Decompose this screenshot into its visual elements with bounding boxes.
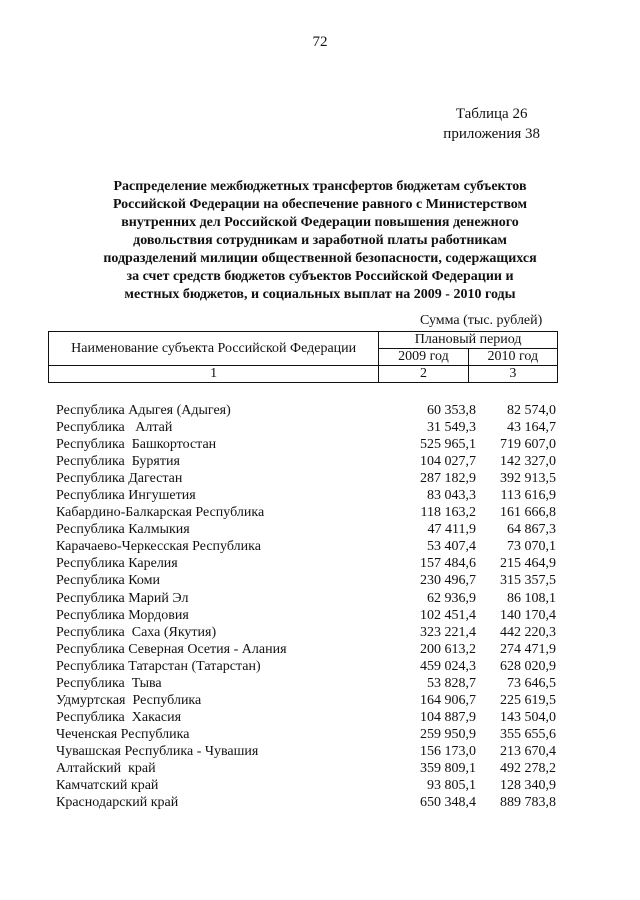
subject-name: Республика Марий Эл — [56, 590, 189, 606]
value-2010: 86 108,1 — [507, 590, 556, 606]
value-2009: 230 496,7 — [420, 573, 476, 589]
value-2009: 47 411,9 — [427, 522, 476, 538]
table-row — [56, 436, 566, 453]
subject-name: Краснодарский край — [56, 795, 179, 811]
value-2009: 83 043,3 — [427, 488, 476, 504]
subject-name: Удмуртская Республика — [56, 692, 202, 708]
title-line: Российской Федерации на обеспечение равного с Министерством — [112, 197, 528, 212]
value-2010: 225 619,5 — [500, 692, 556, 708]
value-2009: 200 613,2 — [420, 641, 476, 657]
title-line: подразделений милиции общественной безопасности, содержащихся — [103, 251, 537, 266]
subject-name: Кабардино-Балкарская Республика — [56, 505, 265, 521]
title-line: за счет средств бюджетов субъектов Российской Федерации и — [126, 269, 514, 284]
subject-name: Республика Адыгея (Адыгея) — [56, 403, 231, 418]
subject-name: Республика Ингушетия — [56, 488, 196, 504]
value-2010: 128 340,9 — [500, 778, 556, 794]
value-2009: 650 348,4 — [420, 795, 476, 811]
header-column-number: 1 — [49, 366, 379, 383]
subject-name: Республика Башкортостан — [56, 437, 217, 453]
table-row — [56, 658, 566, 675]
title-line: местных бюджетов, и социальных выплат на 2009 - 2010 годы — [124, 287, 516, 302]
value-2010: 64 867,3 — [507, 522, 556, 538]
table-row — [56, 453, 566, 470]
value-2010: 315 357,5 — [500, 573, 556, 589]
value-2009: 164 906,7 — [420, 692, 476, 708]
subject-name: Республика Северная Осетия - Алания — [56, 641, 287, 657]
table-row — [56, 521, 566, 538]
subject-name: Республика Татарстан (Татарстан) — [56, 658, 261, 674]
value-2009: 459 024,3 — [420, 658, 476, 674]
table-row — [56, 709, 566, 726]
table-body — [56, 402, 566, 811]
subject-name: Алтайский край — [56, 760, 156, 776]
value-2010: 889 783,8 — [500, 795, 556, 811]
value-2010: 73 070,1 — [507, 539, 556, 555]
value-2010: 143 504,0 — [500, 709, 556, 725]
table-header — [48, 331, 558, 383]
value-2009: 323 221,4 — [420, 624, 476, 640]
subject-name: Камчатский край — [56, 778, 159, 794]
value-2009: 53 407,4 — [427, 539, 476, 555]
value-2009: 525 965,1 — [420, 437, 476, 453]
value-2009: 359 809,1 — [420, 760, 476, 776]
table-row — [56, 419, 566, 436]
table-row — [56, 470, 566, 487]
table-row — [56, 743, 566, 760]
table-reference — [443, 104, 540, 144]
value-2009: 53 828,7 — [427, 675, 476, 691]
header-subject-name: Наименование субъекта Российской Федерации — [49, 332, 379, 366]
title-line: Распределение межбюджетных трансфертов бюджетам субъектов — [113, 179, 527, 194]
header-column-number: 2 — [379, 366, 468, 383]
value-2009: 102 451,4 — [420, 607, 476, 623]
value-2009: 104 027,7 — [420, 454, 476, 470]
subject-name: Республика Хакасия — [56, 709, 182, 725]
table-row — [56, 555, 566, 572]
subject-name: Республика Коми — [56, 573, 160, 589]
subject-name: Чеченская Республика — [56, 726, 190, 742]
table-row — [56, 726, 566, 743]
value-2010: 392 913,5 — [500, 471, 556, 487]
subject-name: Республика Тыва — [56, 675, 162, 691]
value-2009: 104 887,9 — [420, 709, 476, 725]
header-year-2009: 2009 год — [379, 349, 468, 366]
value-2009: 259 950,9 — [420, 726, 476, 742]
value-2009: 93 805,1 — [427, 778, 476, 794]
table-number: Таблица 26 — [455, 106, 528, 122]
value-2010: 82 574,0 — [507, 403, 556, 418]
value-2010: 161 666,8 — [500, 505, 556, 521]
subject-name: Республика Бурятия — [56, 454, 180, 470]
table-row — [56, 675, 566, 692]
value-2010: 215 464,9 — [500, 556, 556, 572]
subject-name: Республика Калмыкия — [56, 522, 190, 538]
value-2010: 213 670,4 — [500, 743, 556, 759]
value-2010: 719 607,0 — [500, 437, 556, 453]
table-row — [56, 402, 566, 419]
table-row — [56, 504, 566, 521]
page-number: 72 — [312, 34, 328, 50]
table-row — [56, 692, 566, 709]
table-row — [56, 777, 566, 794]
value-2010: 355 655,6 — [500, 726, 556, 742]
title-line: внутренних дел Российской Федерации повышения денежного — [121, 215, 519, 230]
value-2010: 274 471,9 — [500, 641, 556, 657]
header-year-2010: 2010 год — [468, 349, 557, 366]
header-plan-period: Плановый период — [379, 332, 558, 349]
subject-name: Республика Саха (Якутия) — [56, 624, 217, 640]
units-label: Сумма (тыс. рублей) — [420, 313, 543, 328]
subject-name: Республика Дагестан — [56, 471, 183, 487]
value-2010: 43 164,7 — [507, 420, 556, 436]
value-2009: 60 353,8 — [427, 403, 476, 418]
value-2009: 118 163,2 — [420, 505, 476, 521]
table-row — [56, 794, 566, 811]
table-row — [56, 760, 566, 777]
subject-name: Республика Алтай — [56, 420, 173, 436]
table-row — [56, 572, 566, 589]
subject-name: Республика Карелия — [56, 556, 178, 572]
value-2009: 287 182,9 — [420, 471, 476, 487]
value-2010: 142 327,0 — [500, 454, 556, 470]
table-row — [56, 641, 566, 658]
subject-name: Республика Мордовия — [56, 607, 189, 623]
value-2009: 31 549,3 — [427, 420, 476, 436]
subject-name: Карачаево-Черкесская Республика — [56, 539, 261, 555]
value-2010: 492 278,2 — [500, 760, 556, 776]
table-row — [56, 487, 566, 504]
value-2010: 73 646,5 — [507, 675, 556, 691]
title-line: довольствия сотрудникам и заработной платы работникам — [133, 233, 507, 248]
value-2009: 62 936,9 — [427, 590, 476, 606]
table-row — [56, 590, 566, 607]
value-2010: 113 616,9 — [500, 488, 556, 504]
header-column-number: 3 — [468, 366, 557, 383]
table-row — [56, 624, 566, 641]
value-2009: 157 484,6 — [420, 556, 476, 572]
value-2010: 628 020,9 — [500, 658, 556, 674]
table-row — [56, 538, 566, 555]
value-2009: 156 173,0 — [420, 743, 476, 759]
table-row — [56, 607, 566, 624]
subject-name: Чувашская Республика - Чувашия — [56, 743, 259, 759]
value-2010: 442 220,3 — [500, 624, 556, 640]
appendix-number: приложения 38 — [443, 126, 540, 142]
value-2010: 140 170,4 — [500, 607, 556, 623]
document-title — [70, 178, 570, 304]
